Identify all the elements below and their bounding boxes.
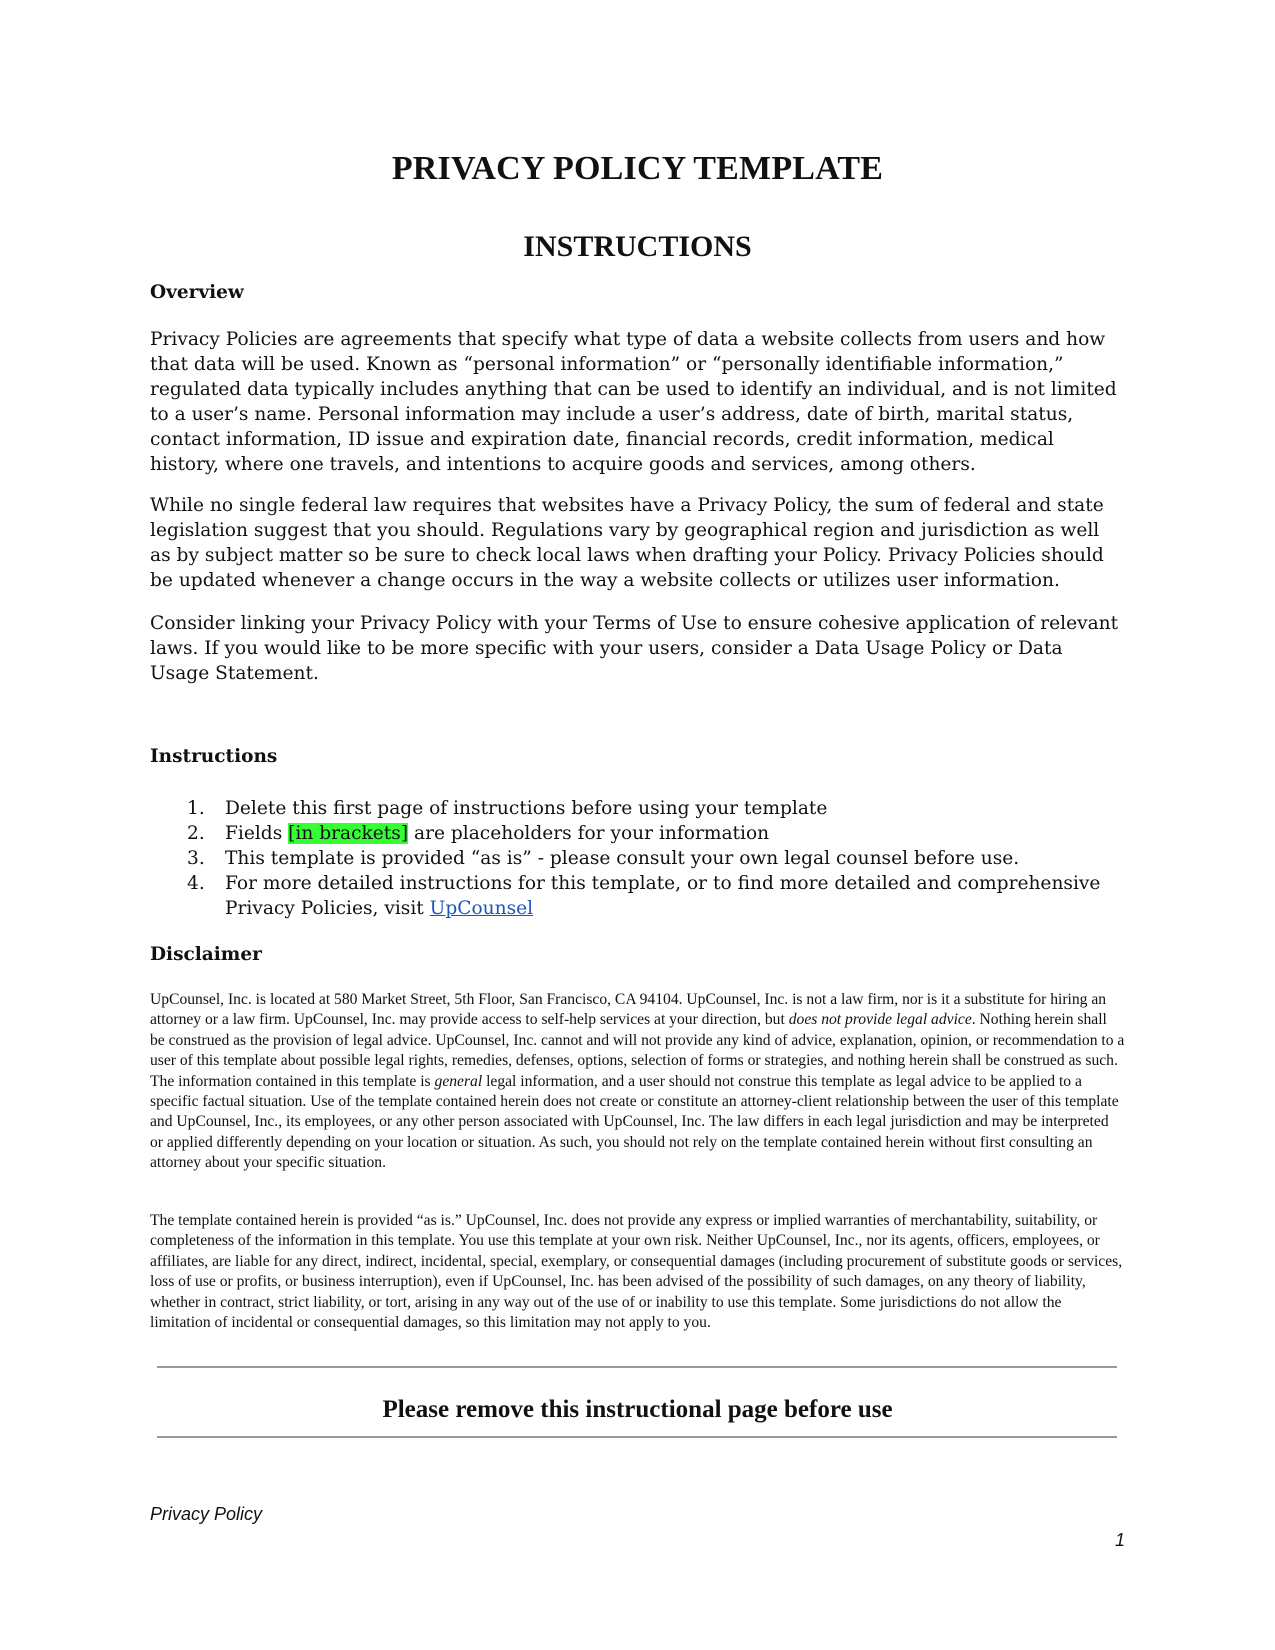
disclaimer-text: UpCounsel, Inc. is located at 580 Market Street, 5th Floor, San Francisco, CA 94104. UpCounsel, Inc. is not a law firm, nor is it a substitute for hiring an attorney or a law firm. UpCounsel, Inc. may provide access to self-help services at your direction, but xyxy=(150,991,1107,1029)
list-item xyxy=(150,871,1125,921)
disclaimer-text: legal information, and a user should not construe this template as legal advice to be applied to a specific factual situation. Use of the template contained herein does not create or constitute an attorney-client relationship between the user of this template and UpCounsel, Inc., its employees, or any other person associated with UpCounsel, Inc. The law differs in each legal jurisdiction and may be interpreted or applied differently depending on your location or situation. As such, you should not rely on the template contained herein without first consulting an attorney about your specific situation. xyxy=(150,1072,1119,1172)
list-number: 4. xyxy=(187,873,205,894)
list-text: Delete this first page of instructions before using your template xyxy=(225,798,828,819)
disclaimer-italic: does not provide legal advice xyxy=(788,1011,972,1029)
list-text: are placeholders for your information xyxy=(408,823,770,844)
page-number: 1 xyxy=(1114,1530,1125,1550)
list-item xyxy=(150,846,1125,871)
instructions-list xyxy=(150,796,1125,921)
footer-title: Privacy Policy xyxy=(150,1504,263,1524)
disclaimer-text: . Nothing herein shall be construed as the provision of legal advice. UpCounsel, Inc. cannot and will not provide any kind of advice, explanation, opinion, or recommendation to a user of this template about possible legal rights, remedies, defenses, options, selection of forms or strategies, and nothing herein shall be construed as such. The information contained in this template is xyxy=(150,1011,1125,1090)
list-text: Fields xyxy=(225,823,289,844)
list-number: 3. xyxy=(187,848,205,869)
divider-bottom xyxy=(157,1436,1117,1438)
document-title: PRIVACY POLICY TEMPLATE xyxy=(391,150,884,187)
list-number: 1. xyxy=(187,798,205,819)
disclaimer-italic: general xyxy=(434,1072,483,1090)
disclaimer-paragraph: The template contained herein is provided “as is.” UpCounsel, Inc. does not provide any express or implied warranties of merchantability, suitability, or completeness of the information in this template. You use this template at your own risk. Neither UpCounsel, Inc., nor its agents, officers, employees, or affiliates, are liable for any direct, indirect, incidental, special, exemplary, or consequential damages (including procurement of substitute goods or services, loss of use or profits, or business interruption), even if UpCounsel, Inc. has been advised of the possibility of such damages, on any theory of liability, whether in contract, strict liability, or tort, arising in any way out of the use of or inability to use this template. Some jurisdictions do not allow the limitation of incidental or consequential damages, so this limitation may not apply to you. xyxy=(150,1212,1123,1332)
overview-heading: Overview xyxy=(150,282,244,303)
overview-paragraph: While no single federal law requires that websites have a Privacy Policy, the sum of federal and state legislation suggest that you should. Regulations vary by geographical region and jurisdiction as well as by subject matter so be sure to check local laws when drafting your Policy. Privacy Policies should be updated whenever a change occurs in the way a website collects or utilizes user information. xyxy=(150,495,1104,591)
disclaimer-heading: Disclaimer xyxy=(150,944,262,965)
list-number: 2. xyxy=(187,823,205,844)
divider-top xyxy=(157,1366,1117,1368)
overview-paragraph: Consider linking your Privacy Policy with your Terms of Use to ensure cohesive application of relevant laws. If you would like to be more specific with your users, consider a Data Usage Policy or Data Usage Statement. xyxy=(150,613,1119,684)
list-item xyxy=(150,821,1125,846)
list-text: For more detailed instructions for this template, or to find more detailed and comprehensive Privacy Policies, visit xyxy=(225,873,1101,919)
placeholder-highlight: [in brackets] xyxy=(288,823,409,844)
upcounsel-link[interactable]: UpCounsel xyxy=(429,898,534,919)
list-item xyxy=(150,796,1125,821)
disclaimer-paragraph xyxy=(150,990,1125,1174)
instructions-heading: Instructions xyxy=(150,746,278,767)
overview-paragraph: Privacy Policies are agreements that specify what type of data a website collects from users and how that data will be used. Known as “personal information” or “personally identifiable information,” regulated data typically includes anything that can be used to identify an individual, and is not limited to a user’s name. Personal information may include a user’s address, date of birth, marital status, contact information, ID issue and expiration date, financial records, credit information, medical history, where one travels, and intentions to acquire goods and services, among others. xyxy=(150,329,1117,475)
removal-notice: Please remove this instructional page before use xyxy=(382,1396,893,1423)
list-text: This template is provided “as is” - please consult your own legal counsel before use. xyxy=(225,848,1020,869)
document-subtitle: INSTRUCTIONS xyxy=(523,230,752,263)
